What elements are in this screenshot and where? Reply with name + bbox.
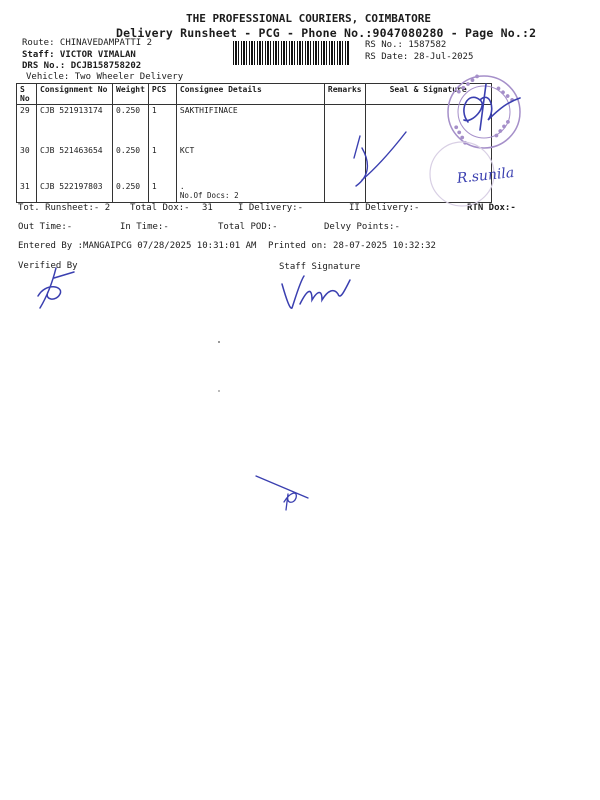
cell-weight: 0.250 [113,105,149,145]
svg-text:● ● ● ●: ● ● ● ● [452,124,469,147]
svg-text:R.sunila: R.sunila [456,164,515,187]
total-dox-label: Total Dox:- [130,203,190,213]
cell-consignment: CJB 522197803 [37,181,113,203]
cell-consignee [176,181,324,203]
cell-pcs: 1 [148,105,176,145]
header-consignee: Consignee Details [176,84,324,105]
cell-weight: 0.250 [113,181,149,203]
header-pcs: PCS [148,84,176,105]
runsheet-table [16,83,492,203]
svg-text:● ● ● ● ●: ● ● ● ● ● [455,72,481,96]
verified-signature [30,264,80,312]
stray-dot [218,341,220,343]
ii-delivery: II Delivery:- [349,203,420,213]
staff-signature-scribble [278,268,358,316]
cell-consignee: KCT [176,145,324,181]
route-label: Route: CHINAVEDAMPATTI 2 [22,38,153,48]
table-row [17,105,492,145]
delvy-points: Delvy Points:- [324,222,400,232]
remarks-signature [340,128,410,208]
docs-count: No.Of Docs: 2 [179,190,239,200]
tot-runsheet: Tot. Runsheet:- 2 [18,203,111,213]
header-consignment: Consignment No [37,84,113,105]
cell-pcs: 1 [148,181,176,203]
drs-number: DRS No.: DCJB158758202 [22,61,142,71]
header-remarks: Remarks [324,84,365,105]
table-header-row [17,84,492,105]
handwritten-name [455,158,525,188]
cell-pcs: 1 [148,145,176,181]
stray-dot [218,390,220,392]
total-dox-value: 31 [202,203,213,213]
svg-text:● ● ● ●: ● ● ● ● [492,118,512,140]
runsheet-subtitle: Delivery Runsheet - PCG - Phone No.:9047080280 - Page No.:2 [116,26,537,40]
svg-text:● ● ● ●: ● ● ● ● [494,84,516,104]
rs-date: RS Date: 28-Jul-2025 [365,52,474,62]
in-time: In Time:- [120,222,169,232]
cell-sno: 30 [17,145,37,181]
staff-label: Staff: VICTOR VIMALAN [22,50,136,60]
seal-signature-scribble [450,80,530,140]
rs-number: RS No.: 1587582 [365,40,447,50]
cell-consignee: SAKTHIFINACE [176,105,324,145]
cell-weight: 0.250 [113,145,149,181]
cell-sno: 31 [17,181,37,203]
header-seal-signature: Seal & Signature [365,84,491,105]
cell-consignment: CJB 521913174 [37,105,113,145]
total-pod: Total POD:- [218,222,278,232]
table-row [17,145,492,181]
entered-by: Entered By :MANGAIPCG 07/28/2025 10:31:01 AM [18,241,257,251]
rtn-dox: RTN Dox:- [467,203,516,213]
i-delivery: I Delivery:- [238,203,304,213]
staff-signature-label: Staff Signature [279,262,361,272]
consignee-name: . [179,181,185,191]
company-title: THE PROFESSIONAL COURIERS, COIMBATORE [186,12,432,25]
cell-consignment: CJB 521463654 [37,145,113,181]
vehicle-label: Vehicle: Two Wheeler Delivery [26,72,184,82]
printed-on: Printed on: 28-07-2025 10:32:32 [268,241,436,251]
header-sno: S No [17,84,37,105]
stray-scribble [254,472,314,514]
verified-by-label: Verified By [18,261,78,271]
barcode-image [233,41,350,65]
table-row [17,181,492,203]
cell-sno: 29 [17,105,37,145]
out-time: Out Time:- [18,222,73,232]
header-weight: Weight [113,84,149,105]
